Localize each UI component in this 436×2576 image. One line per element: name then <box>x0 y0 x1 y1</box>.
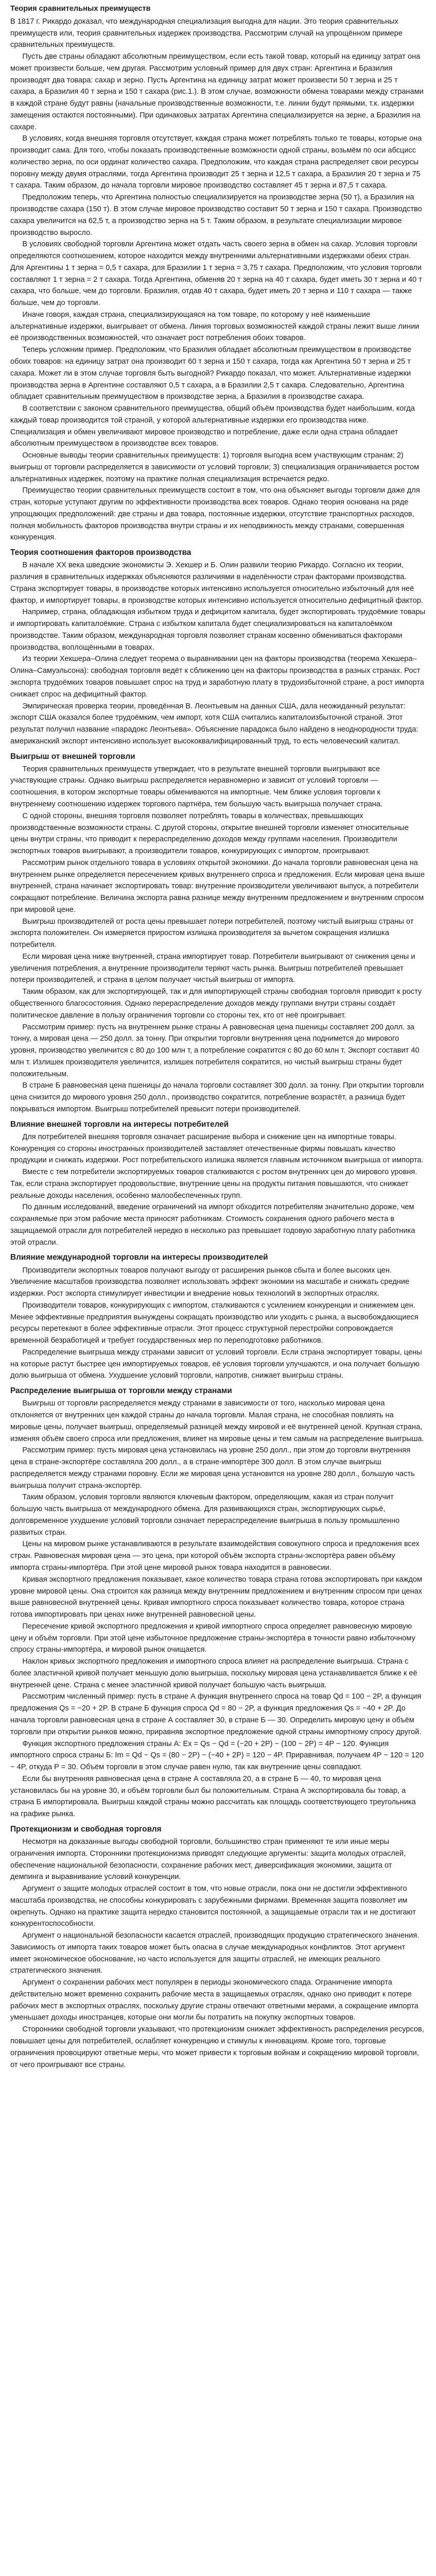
section-heading: Распределение выигрыша от торговли между странами <box>10 1386 232 1396</box>
paragraph: Выигрыш от торговли распределяется между странами в зависимости от того, насколько мировая цена отклоняется от внутренних цен каждой страны до начала торговли. Малая страна, не способная повлиять на мировые цены, получает выигрыш, определяемый разницей между мировой и её внутренней ценой. Крупная страна, изменяя объём своего спроса или предложения, влияет на мировые цены и тем самым на распределение выигрыша. <box>10 1399 424 1443</box>
paragraph: Вместе с тем потребители экспортируемых товаров сталкиваются с ростом внутренних цен до мирового уровня. Так, если страна экспортирует продовольствие, внутренние цены на продукты питания повышаются, что снижает реальные доходы населения, особенно малообеспеченных групп. <box>10 1168 417 1200</box>
paragraph: В условиях свободной торговли Аргентина может отдать часть своего зерна в обмен на сахар. Условия торговли определяются соотношением, которое находится между внутренними альтернативными издержками обеих стран. Для Аргентины 1 т зерна = 0,5 т сахара, для Бразилии 1 т зерна = 3,75 т сахара. Предположим, что условия торговли составляют 1 т зерна = 2 т сахара. Тогда Аргентина, обменяв 20 т зерна на 40 т сахара, будет иметь 30 т зерна и 40 т сахара, что больше, чем до торговли. Бразилия, отдав 40 т сахара, будет иметь 20 т зерна и 110 т сахара — также больше, чем до торговли. <box>10 240 422 308</box>
paragraph: Аргумент о сохранении рабочих мест популярен в периоды экономического спада. Ограничение импорта действительно может временно сохранить рабочие места в защищаемых отраслях, однако оно приводит к потере рабочих мест в экспортных отраслях, поскольку другие страны отвечают ответными мерами, а сокращение импорта уменьшает доходы иностранцев, которые они могли бы потратить на покупку экспортных товаров. <box>10 1978 418 2022</box>
paragraph: В условиях, когда внешняя торговля отсутствует, каждая страна может потреблять только те товары, которые она производит сама. Для того, чтобы показать производственные возможности одной страны, возьмём по оси абсцисс количество зерна, по оси ординат количество сахара. Предположим, что каждая страна распределяет свои ресурсы поровну между двумя отраслями, тогда Аргентина производит 25 т зерна и 12,5 т сахара, а Бразилия 20 т зерна и 75 т сахара. Таким образом, до начала торговли мировое производство составляет 45 т зерна и 87,5 т сахара. <box>10 134 422 190</box>
paragraph: В начале XX века шведские экономисты Э. Хекшер и Б. Олин развили теорию Рикардо. Согласно их теории, различия в сравнительных издержках объясняются различиями в наделённости стран факторами производства. Страна экспортирует товары, в производстве которых интенсивно используется относительно избыточный для неё фактор, и импортирует товары, в производстве которых интенсивно используется относительно дефицитный фактор. <box>10 561 423 605</box>
section-heading: Протекционизм и свободная торговля <box>10 1824 162 1834</box>
paragraph: Наклон кривых экспортного предложения и импортного спроса влияет на распределение выигрыша. Страна с более эластичной кривой получает меньшую долю выигрыша, поскольку мировая цена устанавливается ближе к её внутренней цене. Страна с менее эластичной кривой получает большую часть выигрыша. <box>10 1657 417 1689</box>
paragraph: По данным исследований, введение ограничений на импорт обходится потребителям значительно дороже, чем сохраняемые при этом рабочие места приносят работникам. Стоимость сохранения одного рабочего места в защищаемой отрасли для потребителей нередко в несколько раз превышает годовую заработную плату работника этой отрасли. <box>10 1203 415 1247</box>
section-heading: Выигрыш от внешней торговли <box>10 752 135 761</box>
paragraph: Пересечение кривой экспортного предложения и кривой импортного спроса определяет равновесную мировую цену и объём торговли. При этой цене избыточное предложение страны-экспортёра в точности равно избыточному спросу страны-импортёра, и мировой рынок очищается. <box>10 1622 415 1654</box>
paragraph: Рассмотрим пример: пусть мировая цена установилась на уровне 250 долл., при этом до торговли внутренняя цена в стране-экспортёре составляла 200 долл., а в стране-импортёре 300 долл. В этом случае выигрыш распределяется между странами поровну. Если же мировая цена установится на уровне 280 долл., большую часть выигрыша получит страна-экспортёр. <box>10 1446 415 1490</box>
paragraph: С одной стороны, внешняя торговля позволяет потреблять товары в количествах, превышающих производственные возможности страны. С другой стороны, открытие внешней торговли изменяет относительные цены внутри страны, что приводит к перераспределению доходов между группами населения. Производители экспортных товаров выигрывают, а производители товаров, конкурирующих с импортом, проигрывают. <box>10 811 409 856</box>
paragraph: Пусть две страны обладают абсолютным преимуществом, если есть такой товар, который на единицу затрат она может произвести больше, чем другая. Рассмотрим условный пример для двух стран: Аргентина и Бразилия производят два товара: сахар и зерно. Пусть Аргентина на единицу затрат может произвести 50 т зерна и 25 т сахара, а Бразилия 40 т зерна и 150 т сахара (рис.1.). В этом случае, возможности обмена товарами между странами в каждой стране будут равны (начальные производственные возможности, т.е. линии будут прямыми, т.к. издержки замещения остаются постоянными). При одинаковых затратах Аргентина специализируется на зерне, а Бразилия на сахаре. <box>10 53 424 131</box>
paragraph: Если мировая цена ниже внутренней, страна импортирует товар. Потребители выигрывают от снижения цены и увеличения потребления, а внутренние производители теряют часть рынка. Выигрыш потребителей превышает потери производителей, и страна в целом получает чистый выигрыш от импорта. <box>10 952 415 985</box>
paragraph: Рассмотрим численный пример: пусть в стране А функция внутреннего спроса на товар Qd = 100 − 2P, а функция предложения Qs = −20 + 2P. В стране Б функция спроса Qd = 80 − 2P, а функция предложения Qs = −40 + 2P. До начала торговли равновесная цена в стране А составляет 30, в стране Б — 30. Определить мировую цену и объём торговли при открытии рынков можно, приравняв экспортное предложение одной страны импортному спросу другой. <box>10 1692 422 1736</box>
paragraph: Несмотря на доказанные выгоды свободной торговли, большинство стран применяют те или иные меры ограничения импорта. Сторонники протекционизма приводят следующие аргументы: защита молодых отраслей, обеспечение национальной безопасности, сохранение рабочих мест, диверсификация экономики, защита от демпинга и выравнивание условий конкуренции. <box>10 1837 406 1882</box>
paragraph: Функция экспортного предложения страны А: Ex = Qs − Qd = (−20 + 2P) − (100 − 2P) = 4P − 120. Функция импортного спроса страны Б: Im = Qd − Qs = (80 − 2P) − (−40 + 2P) = 120 − 4P. Приравнивая, получаем 4P − 120 = 120 − 4P, откуда P = 30. Объём торговли в этом случае равен нулю, так как внутренние цены совпадают. <box>10 1739 424 1772</box>
paragraph: Таким образом, условия торговли являются ключевым фактором, определяющим, какая из стран получит большую часть выигрыша от международного обмена. Для развивающихся стран, экспортирующих сырьё, долговременное ухудшение условий торговли означает перераспределение выигрыша в пользу промышленно развитых стран. <box>10 1493 400 1537</box>
paragraph: Для потребителей внешняя торговля означает расширение выбора и снижение цен на импортные товары. Конкуренция со стороны иностранных производителей заставляет отечественные фирмы повышать качество продукции и снижать издержки. Рост потребительского излишка является главным источником выигрыша от импорта. <box>10 1132 424 1165</box>
section-heading: Влияние внешней торговли на интересы потребителей <box>10 1120 229 1129</box>
paragraph: Рассмотрим рынок отдельного товара в условиях открытой экономики. До начала торговли равновесная цена на внутреннем рынке определяется пересечением кривых внутреннего спроса и предложения. Если мировая цена выше внутренней, страна начинает экспортировать товар: внутренние производители увеличивают выпуск, а потребители сокращают потребление. Величина экспорта равна разнице между внутренним предложением и внутренним спросом при мировой цене. <box>10 858 425 914</box>
paragraph: Иначе говоря, каждая страна, специализирующаяся на том товаре, по которому у неё наименьшие альтернативные издержки, выигрывает от обмена. Линия торговых возможностей каждой страны лежит выше линии её производственных возможностей, что означает рост потребления обоих товаров. <box>10 310 420 343</box>
article-title: Теория сравнительных преимуществ <box>10 5 151 13</box>
paragraph: Например, страна, обладающая избытком труда и дефицитом капитала, будет экспортировать трудоёмкие товары и импортировать капиталоёмкие. Страна с избытком капитала будет специализироваться на капиталоёмком производстве. Таким образом, международная торговля позволяет странам косвенно обмениваться факторами производства, воплощёнными в товарах. <box>10 608 426 652</box>
paragraph: Кривая экспортного предложения показывает, какое количество товара страна готова экспортировать при каждом уровне мировой цены. Она строится как разница между внутренним предложением и внутренним спросом при ценах выше равновесной внутренней цены. Кривая импортного спроса показывает количество товара, которое страна готова импортировать при ценах ниже внутренней равновесной цены. <box>10 1575 423 1619</box>
paragraph: Эмпирическая проверка теории, проведённая В. Леонтьевым на данных США, дала неожиданный результат: экспорт США оказался более трудоёмким, чем импорт, хотя США считались капиталоизбыточной страной. Этот результат получил название «парадокс Леонтьева». Объяснение парадокса было найдено в неоднородности труда: американский экспорт интенсивно использует высококвалифицированный труд, то есть человеческий капитал. <box>10 702 418 745</box>
paragraph: В 1817 г. Рикардо доказал, что международная специализация выгодна для нации. Это теория сравнительных преимуществ или, теория сравнительных издержек производства. Рассмотрим случай на упрощённом примере сравнительных преимуществ. <box>10 17 403 49</box>
paragraph: Цены на мировом рынке устанавливаются в результате взаимодействия совокупного спроса и предложения всех стран. Равновесная мировая цена — это цена, при которой объём экспорта страны-экспортёра равен объёму импорта страны-импортёра. При этой цене мировой рынок товара находится в равновесии. <box>10 1540 420 1572</box>
paragraph: Теперь усложним пример. Предположим, что Бразилия обладает абсолютным преимуществом в производстве обоих товаров: на единицу затрат она производит 60 т зерна и 150 т сахара, тогда как Аргентина 50 т зерна и 25 т сахара. Может ли в этом случае торговля быть выгодной? Рикардо показал, что может. Альтернативные издержки производства зерна в Аргентине составляют 0,5 т сахара, а в Бразилии 2,5 т сахара. Следовательно, Аргентина обладает сравнительным преимуществом в производстве зерна, а Бразилия в производстве сахара. <box>10 346 412 401</box>
article-body <box>10 16 426 2071</box>
paragraph: В стране Б равновесная цена пшеницы до начала торговли составляет 300 долл. за тонну. При открытии торговли цена снизится до мирового уровня 250 долл., производство сократится, потребление возрастёт, а разница будет покрываться импортом. Выигрыш потребителей превысит потери производителей. <box>10 1081 424 1113</box>
section-heading: Теория соотношения факторов производства <box>10 548 191 557</box>
paragraph: Сторонники свободной торговли указывают, что протекционизм снижает эффективность распределения ресурсов, повышает цены для потребителей, ослабляет конкуренцию и стимулы к инновациям. Кроме того, торговые ограничения провоцируют ответные меры, что может привести к торговым войнам и сокращению мировой торговли, от чего проигрывают все страны. <box>10 2025 424 2069</box>
paragraph: Преимущество теории сравнительных преимуществ состоит в том, что она объясняет выгоды торговли даже для стран, которые уступают другим по эффективности производства всех товаров. Однако теория основана на ряде упрощающих предположений: две страны и два товара, постоянные издержки, отсутствие транспортных расходов, полная мобильность факторов производства внутри страны и их неподвижность между странами, совершенная конкуренция. <box>10 486 420 542</box>
paragraph: Аргумент о национальной безопасности касается отраслей, производящих продукцию стратегического значения. Зависимость от импорта таких товаров может быть опасна в случае международных конфликтов. Этот аргумент имеет экономическое обоснование, но часто используется для защиты отраслей, не имеющих реального стратегического значения. <box>10 1931 420 1975</box>
paragraph: Предположим теперь, что Аргентина полностью специализируется на производстве зерна (50 т), а Бразилия на производстве сахара (150 т). В этом случае мировое производство составит 50 т зерна и 150 т сахара. Производство сахара увеличится на 62,5 т, а производство зерна на 5 т. Таким образом, в результате специализации мировое производство выросло. <box>10 193 422 237</box>
paragraph: Производители экспортных товаров получают выгоду от расширения рынков сбыта и более высоких цен. Увеличение масштабов производства позволяет использовать эффект экономии на масштабе и снижать средние издержки. Рост экспорта стимулирует инвестиции и внедрение новых технологий в экспортных отраслях. <box>10 1266 410 1298</box>
paragraph: Если бы внутренняя равновесная цена в стране А составляла 20, а в стране Б — 40, то мировая цена установилась бы на уровне 30, и объём торговли был бы положительным. Страна А экспортировала бы товар, а страна Б импортировала. Выигрыш каждой страны можно рассчитать как площадь соответствующего треугольника на графике рынка. <box>10 1774 416 1819</box>
paragraph: Распределение выигрыша между странами зависит от условий торговли. Если страна экспортирует товары, цены на которые растут быстрее цен импортируемых товаров, её условия торговли улучшаются, и она получает большую долю выигрыша от обмена. Ухудшение условий торговли, напротив, снижает выигрыш страны. <box>10 1348 422 1380</box>
paragraph: Аргумент о защите молодых отраслей состоит в том, что новые отрасли, пока они не достигли эффективного масштаба производства, не способны конкурировать с зарубежными фирмами. Временная защита позволяет им окрепнуть. Однако на практике защита нередко становится постоянной, а защищаемые отрасли так и не достигают конкурентоспособности. <box>10 1885 416 1928</box>
paragraph: В соответствии с законом сравнительного преимущества, общий объём производства будет наибольшим, когда каждый товар производится той страной, у которой альтернативные издержки его производства ниже. Специализация и обмен увеличивают мировое производство и потребление, даже если одна страна обладает абсолютным преимуществом в производстве всех товаров. <box>10 404 415 448</box>
paragraph: Производители товаров, конкурирующих с импортом, сталкиваются с усилением конкуренции и снижением цен. Менее эффективные предприятия вынуждены сокращать производство или уходить с рынка, а высвобождающиеся ресурсы перетекают в более эффективные отрасли. Этот процесс структурной перестройки сопровождается временной безработицей и требует государственных мер по переподготовке работников. <box>10 1301 418 1345</box>
paragraph: Основные выводы теории сравнительных преимуществ: 1) торговля выгодна всем участвующим странам; 2) выигрыш от торговли распределяется в зависимости от условий торговли; 3) специализация ограничивается ростом альтернативных издержек, поэтому на практике полная специализация встречается редко. <box>10 451 420 483</box>
paragraph: Выигрыш производителей от роста цены превышает потери потребителей, поэтому чистый выигрыш страны от экспорта положителен. Он измеряется приростом излишка производителя за вычетом сокращения излишка потребителя. <box>10 917 414 950</box>
paragraph: Теория сравнительных преимуществ утверждает, что в результате внешней торговли выигрывают все участвующие страны. Однако выигрыш распределяется неравномерно и зависит от условий торговли — соотношения, в котором экспортные товары обмениваются на импортные. Чем ближе условия торговли к внутреннему соотношению издержек торгового партнёра, тем большую часть выигрыша получает страна. <box>10 765 383 808</box>
section-heading: Влияние международной торговли на интересы производителей <box>10 1253 268 1262</box>
paragraph: Из теории Хекшера–Олина следует теорема о выравнивании цен на факторы производства (теорема Хекшера–Олина–Самуэльсона): свободная торговля ведёт к сближению цен на факторы производства в разных странах. Рост экспорта трудоёмких товаров повышает спрос на труд и заработную плату в трудоизбыточной стране, а рост импорта снижает спрос на дефицитный фактор. <box>10 655 424 699</box>
paragraph: Рассмотрим пример: пусть на внутреннем рынке страны А равновесная цена пшеницы составляет 200 долл. за тонну, а мировая цена — 250 долл. за тонну. При открытии торговли внутренняя цена поднимется до мирового уровня, производство увеличится с 80 до 100 млн т, а потребление сократится с 80 до 60 млн т. Экспорт составит 40 млн т. Излишек производителя увеличится, излишек потребителя сократится, но чистый выигрыш страны будет положительным. <box>10 1023 420 1078</box>
paragraph: Таким образом, как для экспортирующей, так и для импортирующей страны свободная торговля приводит к росту общественного благосостояния. Однако перераспределение доходов между группами внутри страны создаёт политическое давление в пользу ограничения торговли со стороны тех, кто от неё проигрывает. <box>10 988 422 1020</box>
